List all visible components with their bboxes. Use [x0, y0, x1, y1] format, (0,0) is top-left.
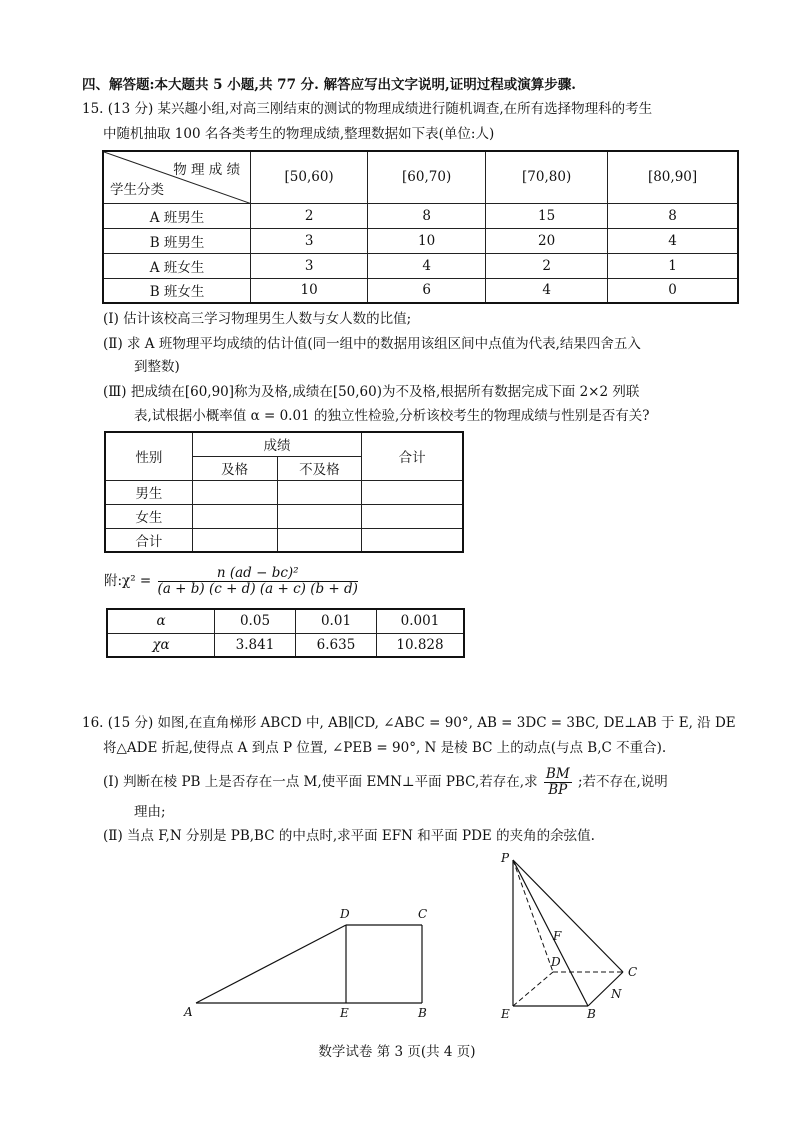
label-d: D: [340, 907, 350, 921]
blank-cell[interactable]: [192, 480, 277, 504]
pyramid-figure: [495, 848, 655, 1023]
table-cell: 4: [368, 253, 486, 278]
frac-num: BM: [545, 766, 570, 782]
q16-part2: (Ⅱ) 当点 F,N 分别是 PB,BC 的中点时,求平面 EFN 和平面 PDE 的夹角的余弦值.: [103, 828, 595, 844]
table-cell: 4: [486, 278, 608, 303]
label-b: B: [587, 1007, 596, 1021]
fail-header: 不及格: [277, 456, 362, 480]
table-cell: 0.01: [296, 609, 377, 633]
row-label: 男生: [105, 480, 192, 504]
total-header: 合计: [362, 432, 463, 480]
edge-pd: [513, 860, 553, 972]
table-cell: 3: [251, 253, 368, 278]
q15-part3-line2: 表,试根据小概率值 α = 0.01 的独立性检验,分析该校考生的物理成绩与性别是否有关?: [134, 408, 650, 424]
label-c: C: [628, 965, 638, 979]
table-cell: 20: [486, 228, 608, 253]
row-label: B 班男生: [103, 228, 251, 253]
edge-pb: [513, 860, 588, 1006]
table-row: [103, 228, 738, 253]
pass-header: 及格: [192, 456, 277, 480]
blank-cell[interactable]: [277, 504, 362, 528]
q16-part1-line1: [103, 767, 668, 798]
q16-part1-text: (Ⅰ) 判断在棱 PB 上是否存在一点 M,使平面 EMN⊥平面 PBC,若存在,求: [103, 774, 538, 790]
q15-part1: (Ⅰ) 估计该校高三学习物理男生人数与女人数的比值;: [103, 311, 412, 327]
row-label: A 班男生: [103, 203, 251, 228]
trapezoid-figure: [180, 900, 440, 1025]
edge-ad: [196, 925, 346, 1003]
label-p: P: [501, 851, 510, 865]
table-row: [103, 203, 738, 228]
table-row: [105, 504, 463, 528]
row-label: B 班女生: [103, 278, 251, 303]
formula-denominator: (a + b) (c + d) (a + c) (b + d): [157, 581, 358, 597]
row-label: A 班女生: [103, 253, 251, 278]
q16-line2: 将△ADE 折起,使得点 A 到点 P 位置, ∠PEB = 90°, N 是棱 BC 上的动点(与点 B,C 不重合).: [103, 740, 667, 756]
row-label: 合计: [105, 528, 192, 552]
blank-cell[interactable]: [192, 528, 277, 552]
table-cell: 3.841: [215, 633, 296, 657]
q15-part2-line1: (Ⅱ) 求 A 班物理平均成绩的估计值(同一组中的数据用该组区间中点值为代表,结果四舍五入: [103, 336, 641, 352]
section-header: 四、解答题:本大题共 5 小题,共 77 分. 解答应写出文字说明,证明过程或演算步骤.: [82, 77, 576, 93]
blank-cell[interactable]: [362, 504, 463, 528]
edge-pc: [513, 860, 623, 972]
q16-part1-line2: 理由;: [134, 804, 166, 820]
table-row: [103, 278, 738, 303]
column-header: [50,60): [251, 151, 368, 203]
label-d: D: [551, 955, 561, 969]
score-header: 成绩: [192, 432, 362, 456]
table-cell: 10.828: [377, 633, 465, 657]
q15-part3-line1: (Ⅲ) 把成绩在[60,90]称为及格,成绩在[50,60)为不及格,根据所有数据完成下面 2×2 列联: [103, 384, 640, 400]
column-header: [80,90]: [608, 151, 738, 203]
table-cell: 6.635: [296, 633, 377, 657]
table-cell: 1: [608, 253, 738, 278]
page-footer: 数学试卷 第 3 页(共 4 页): [318, 1044, 476, 1060]
frac-den: BP: [548, 782, 568, 798]
table-row: [105, 528, 463, 552]
table-cell: 0: [608, 278, 738, 303]
table-cell: 2: [251, 203, 368, 228]
q16-part1-text-end: ;若不存在,说明: [577, 774, 668, 790]
blank-cell[interactable]: [362, 528, 463, 552]
table-cell: 2: [486, 253, 608, 278]
table-cell: 0.05: [215, 609, 296, 633]
table-cell: 4: [608, 228, 738, 253]
q15-intro-line1: 15. (13 分) 某兴趣小组,对高三刚结束的测试的物理成绩进行随机调查,在所有选择物理科的考生: [82, 101, 653, 117]
blank-cell[interactable]: [362, 480, 463, 504]
label-n: N: [611, 987, 622, 1001]
label-c: C: [418, 907, 428, 921]
table-cell: 15: [486, 203, 608, 228]
chi-label: χα: [107, 633, 215, 657]
table-cell: 10: [368, 228, 486, 253]
score-data-table: [102, 150, 739, 304]
table-row: [103, 253, 738, 278]
formula-numerator: n (ad − bc)²: [158, 566, 358, 582]
edge-ed: [513, 972, 553, 1006]
table-corner-cell: [103, 151, 251, 203]
column-header: [70,80): [486, 151, 608, 203]
q16-line1: 16. (15 分) 如图,在直角梯形 ABCD 中, AB∥CD, ∠ABC = 90°, AB = 3DC = 3BC, DE⊥AB 于 E, 沿 DE: [82, 715, 736, 731]
label-f: F: [553, 929, 562, 943]
corner-top-label: 物 理 成 绩: [173, 162, 241, 178]
contingency-table: [104, 431, 464, 553]
column-header: [60,70): [368, 151, 486, 203]
critical-value-table: [106, 608, 465, 658]
table-row: [107, 609, 464, 633]
row-label: 女生: [105, 504, 192, 528]
table-row: [105, 480, 463, 504]
table-cell: 3: [251, 228, 368, 253]
table-cell: 8: [608, 203, 738, 228]
formula-prefix: 附:χ² =: [104, 573, 152, 589]
blank-cell[interactable]: [277, 528, 362, 552]
bm-bp-fraction: [544, 767, 572, 798]
gender-header: 性别: [105, 432, 192, 480]
table-row: [107, 633, 464, 657]
blank-cell[interactable]: [192, 504, 277, 528]
label-a: A: [184, 1005, 193, 1019]
q15-intro-line2: 中随机抽取 100 名各类考生的物理成绩,整理数据如下表(单位:人): [103, 126, 495, 142]
label-e: E: [340, 1006, 349, 1020]
alpha-label: α: [107, 609, 215, 633]
table-cell: 10: [251, 278, 368, 303]
label-e: E: [501, 1007, 510, 1021]
table-cell: 6: [368, 278, 486, 303]
table-cell: 0.001: [377, 609, 465, 633]
q15-part2-line2: 到整数): [134, 359, 180, 375]
chi-square-formula: [104, 566, 360, 597]
table-cell: 8: [368, 203, 486, 228]
blank-cell[interactable]: [277, 480, 362, 504]
formula-fraction: [158, 566, 358, 597]
corner-bottom-label: 学生分类: [110, 181, 164, 198]
label-b: B: [418, 1006, 427, 1020]
